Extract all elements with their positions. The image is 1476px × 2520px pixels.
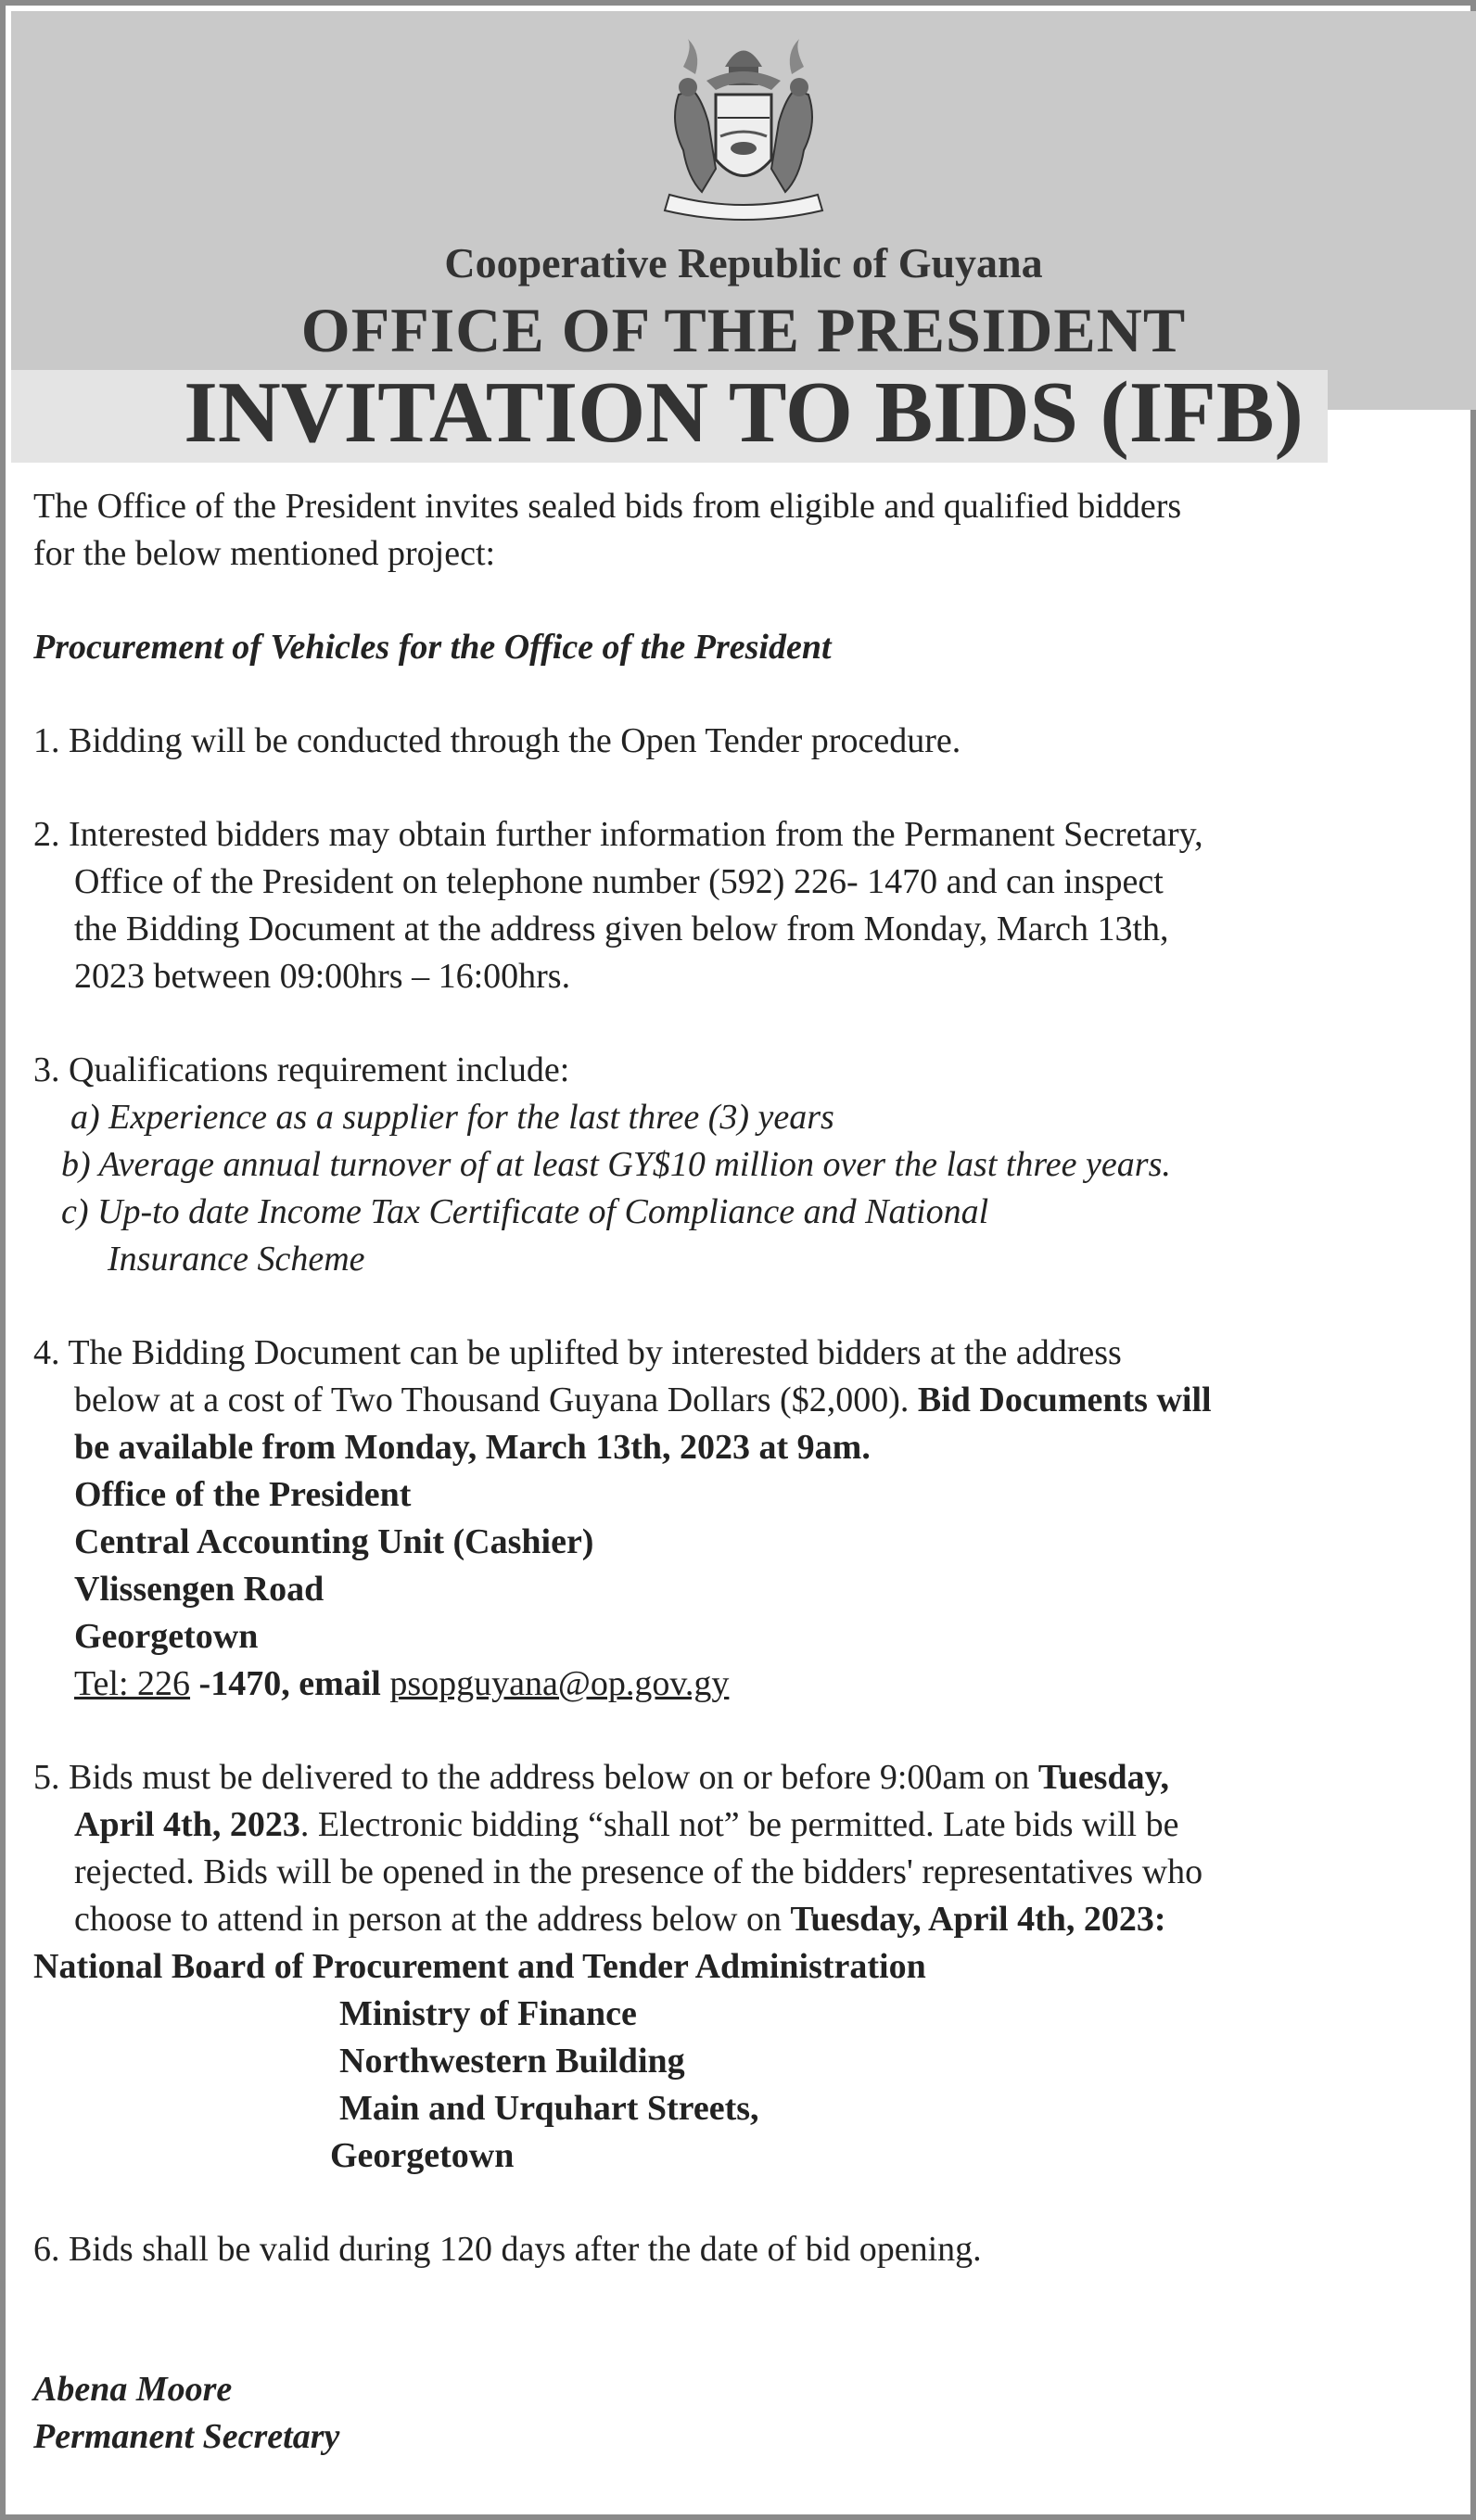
- item-4-line-1: 4. The Bidding Document can be uplifted by interested bidders at the address: [33, 1333, 1122, 1372]
- telephone-link[interactable]: Tel: 226: [74, 1664, 191, 1703]
- item-2-line-4: 2023 between 09:00hrs – 16:00hrs.: [74, 957, 571, 996]
- guyana-coat-of-arms-icon: [651, 30, 836, 224]
- country-name: Cooperative Republic of Guyana: [444, 239, 1043, 286]
- item-1: 1. Bidding will be conducted through the Open Tender procedure.: [33, 721, 961, 760]
- item-4-address-4: Georgetown: [74, 1617, 259, 1656]
- item-3-a: a) Experience as a supplier for the last three (3) years: [70, 1098, 834, 1137]
- item-2-line-2: Office of the President on telephone number (592) 226- 1470 and can inspect: [74, 862, 1164, 901]
- item-3-line-1: 3. Qualifications requirement include:: [33, 1050, 570, 1089]
- item-4-cost-text: below at a cost of Two Thousand Guyana Dollars ($2,000).: [74, 1381, 918, 1419]
- item-6: 6. Bids shall be valid during 120 days after the date of bid opening.: [33, 2230, 982, 2269]
- item-4-contact: [33, 1661, 1461, 1708]
- intro-line-1: The Office of the President invites sealed bids from eligible and qualified bidders: [33, 487, 1182, 526]
- notice-body: [33, 483, 1461, 2461]
- item-4-line-3: be available from Monday, March 13th, 2023 at 9am.: [74, 1428, 871, 1467]
- header-band: [11, 11, 1476, 410]
- item-5-line-2: [33, 1801, 1461, 1849]
- item-5-line-4: [33, 1896, 1461, 1943]
- item-5-line-3: rejected. Bids will be opened in the presence of the bidders' representatives who: [74, 1852, 1203, 1891]
- signer-role: Permanent Secretary: [33, 2417, 340, 2456]
- project-title: Procurement of Vehicles for the Office of the President: [33, 628, 832, 667]
- item-5-address-1: National Board of Procurement and Tender Administration: [33, 1947, 926, 1986]
- item-5-date-1b: April 4th, 2023: [74, 1805, 300, 1844]
- item-5-text-4: choose to attend in person at the address below on: [74, 1900, 791, 1939]
- item-4-line-2: [33, 1377, 1461, 1424]
- signer-name: Abena Moore: [33, 2370, 233, 2409]
- notice-title: INVITATION TO BIDS (IFB): [184, 364, 1304, 461]
- item-5-address-4: Main and Urquhart Streets,: [339, 2089, 759, 2128]
- item-5-address-3: Northwestern Building: [339, 2042, 685, 2081]
- item-4-address-2: Central Accounting Unit (Cashier): [74, 1522, 594, 1561]
- item-3-c-line-1: c) Up-to date Income Tax Certificate of Compliance and National: [61, 1192, 989, 1231]
- item-3-b: b) Average annual turnover of at least GY$10 million over the last three years.: [61, 1145, 1171, 1184]
- office-name: OFFICE OF THE PRESIDENT: [300, 295, 1187, 365]
- telephone-rest: -1470, email: [190, 1664, 390, 1703]
- item-5-line-1: [33, 1754, 1461, 1801]
- item-4-availability-start: Bid Documents will: [917, 1381, 1212, 1419]
- item-5-date-2: Tuesday, April 4th, 2023:: [790, 1900, 1166, 1939]
- item-5-text-1: 5. Bids must be delivered to the address below on or before 9:00am on: [33, 1758, 1038, 1797]
- item-4-address-1: Office of the President: [74, 1475, 412, 1514]
- item-5-address-5: Georgetown: [330, 2136, 515, 2175]
- item-2-line-3: the Bidding Document at the address given below from Monday, March 13th,: [74, 910, 1169, 948]
- item-4-address-3: Vlissengen Road: [74, 1570, 324, 1609]
- item-3-c-line-2: Insurance Scheme: [108, 1240, 365, 1279]
- item-5-date-1a: Tuesday,: [1037, 1758, 1170, 1797]
- item-2-line-1: 2. Interested bidders may obtain further information from the Permanent Secretary,: [33, 815, 1203, 854]
- email-link[interactable]: psopguyana@op.gov.gy: [389, 1664, 730, 1703]
- item-5-text-2: . Electronic bidding “shall not” be permitted. Late bids will be: [299, 1805, 1179, 1844]
- intro-line-2: for the below mentioned project:: [33, 534, 496, 573]
- item-5-address-2: Ministry of Finance: [339, 1994, 637, 2033]
